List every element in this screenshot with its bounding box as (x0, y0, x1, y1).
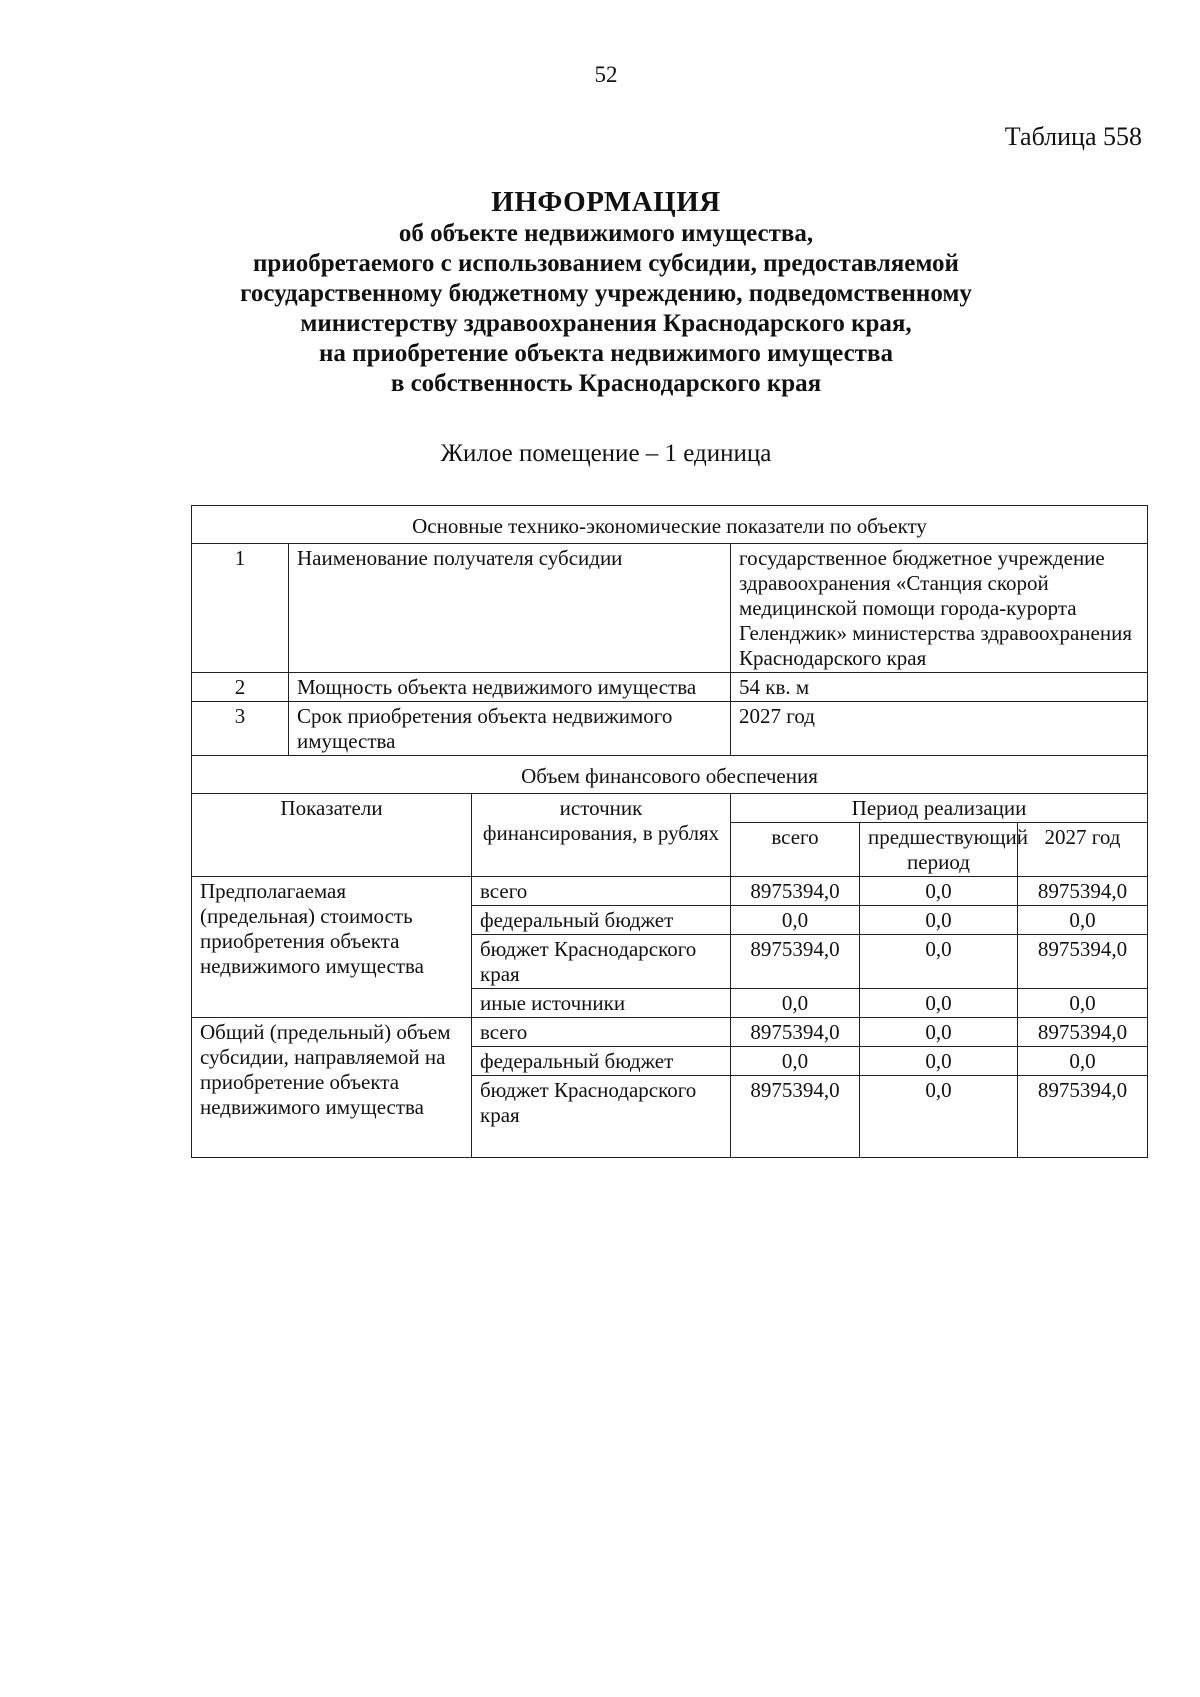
table-label: Таблица 558 (1004, 122, 1142, 151)
row-label: Наименование получателя субсидии (289, 544, 731, 673)
title-main: ИНФОРМАЦИЯ (491, 186, 721, 218)
col-header-indicators: Показатели (192, 794, 472, 877)
source-cell: бюджет Краснодарского края (472, 1076, 731, 1158)
col-header-period: Период реализации (731, 794, 1148, 823)
col-header-previous: предшествующий период (860, 823, 1018, 877)
table-row (192, 544, 1148, 673)
value-previous: 0,0 (860, 1076, 1018, 1158)
value-total: 8975394,0 (731, 877, 860, 906)
row-number: 2 (192, 673, 289, 702)
row-value: государственное бюджетное учреждение здравоохранения «Станция скорой медицинской помощи города-курорта Геленджик» министерства здравоохранения Краснодарского края (731, 544, 1148, 673)
value-year: 0,0 (1018, 989, 1148, 1018)
col-header-total: всего (731, 823, 860, 877)
source-cell: федеральный бюджет (472, 906, 731, 935)
row-label: Срок приобретения объекта недвижимого имущества (289, 702, 731, 756)
section-header-row (192, 756, 1148, 794)
title-line: министерству здравоохранения Краснодарского края, (300, 310, 912, 337)
value-previous: 0,0 (860, 1047, 1018, 1076)
value-year: 8975394,0 (1018, 1018, 1148, 1047)
row-value: 54 кв. м (731, 673, 1148, 702)
value-total: 0,0 (731, 1047, 860, 1076)
value-total: 8975394,0 (731, 1018, 860, 1047)
info-table (191, 505, 1148, 1158)
page-number: 52 (594, 62, 618, 87)
value-year: 8975394,0 (1018, 877, 1148, 906)
value-year: 0,0 (1018, 1047, 1148, 1076)
title-line: на приобретение объекта недвижимого имущества (319, 340, 893, 367)
row-number: 3 (192, 702, 289, 756)
source-cell: всего (472, 1018, 731, 1047)
value-previous: 0,0 (860, 877, 1018, 906)
object-description: Жилое помещение – 1 единица (440, 440, 772, 467)
value-total: 0,0 (731, 989, 860, 1018)
table-row (192, 877, 1148, 906)
title-line: приобретаемого с использованием субсидии, предоставляемой (253, 250, 959, 277)
group-label-cost: Предполагаемая (предельная) стоимость приобретения объекта недвижимого имущества (192, 877, 472, 1018)
table-row (192, 673, 1148, 702)
section-header-technical: Основные технико-экономические показатели по объекту (192, 506, 1148, 544)
title-line: об объекте недвижимого имущества, (398, 220, 814, 247)
value-previous: 0,0 (860, 989, 1018, 1018)
value-previous: 0,0 (860, 1018, 1018, 1047)
source-cell: всего (472, 877, 731, 906)
section-header-financing: Объем финансового обеспечения (192, 756, 1148, 794)
value-year: 8975394,0 (1018, 1076, 1148, 1158)
value-year: 0,0 (1018, 906, 1148, 935)
row-label: Мощность объекта недвижимого имущества (289, 673, 731, 702)
source-cell: иные источники (472, 989, 731, 1018)
group-label-subsidy: Общий (предельный) объем субсидии, направляемой на приобретение объекта недвижимого имущества (192, 1018, 472, 1158)
value-previous: 0,0 (860, 906, 1018, 935)
section-header-row (192, 506, 1148, 544)
col-header-source: источник финансирования, в рублях (472, 794, 731, 877)
table-row (192, 702, 1148, 756)
title-line: государственному бюджетному учреждению, подведомственному (240, 280, 972, 307)
row-value: 2027 год (731, 702, 1148, 756)
value-total: 0,0 (731, 906, 860, 935)
row-number: 1 (192, 544, 289, 673)
col-header-year: 2027 год (1018, 823, 1148, 877)
title-line: в собственность Краснодарского края (390, 370, 822, 397)
value-year: 8975394,0 (1018, 935, 1148, 989)
value-previous: 0,0 (860, 935, 1018, 989)
document-title (0, 185, 1200, 399)
header-row (192, 794, 1148, 823)
value-total: 8975394,0 (731, 1076, 860, 1158)
value-total: 8975394,0 (731, 935, 860, 989)
source-cell: федеральный бюджет (472, 1047, 731, 1076)
source-cell: бюджет Краснодарского края (472, 935, 731, 989)
table-row (192, 1018, 1148, 1047)
